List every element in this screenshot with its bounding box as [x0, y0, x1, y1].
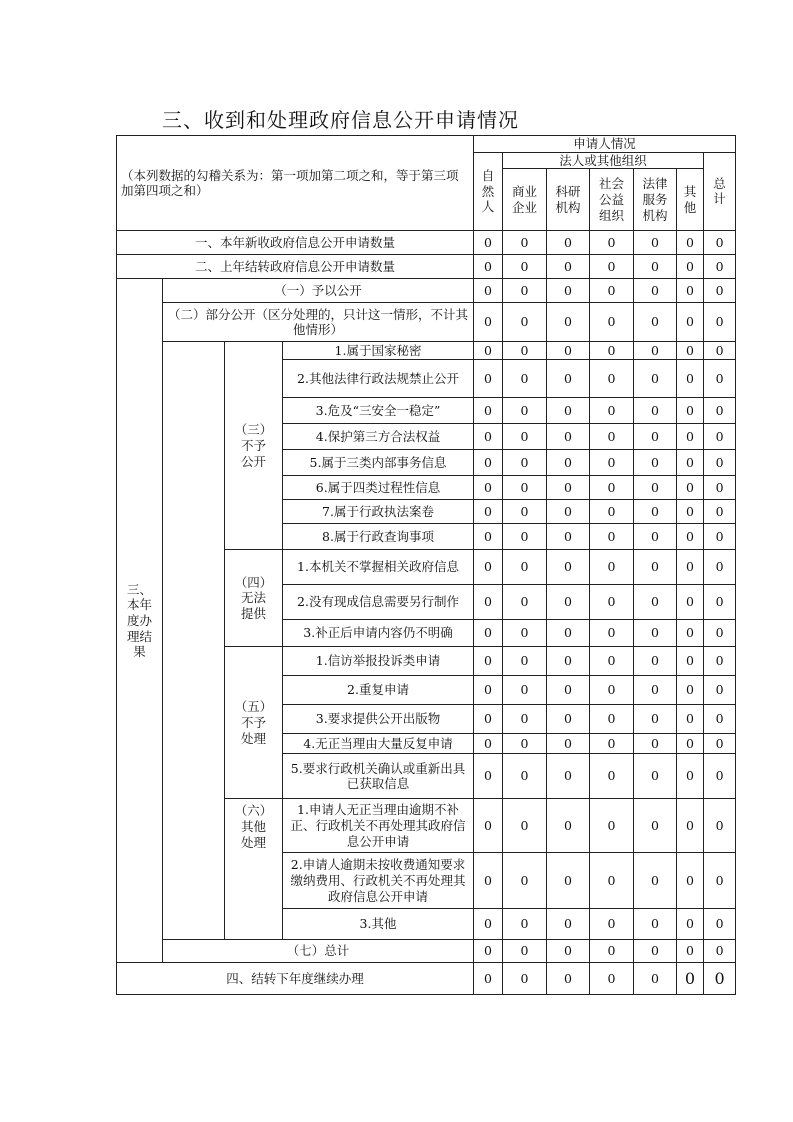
- value-cell: 0: [547, 705, 590, 734]
- value-cell: 0: [677, 963, 704, 995]
- group-3: （三） 不予 公开: [225, 342, 283, 550]
- value-cell: 0: [474, 360, 503, 398]
- value-cell: 0: [634, 963, 677, 995]
- value-cell: 0: [634, 705, 677, 734]
- row-label: （一）予以公开: [163, 279, 474, 303]
- header-natural-person: 自 然 人: [474, 152, 503, 231]
- value-cell: 0: [634, 940, 677, 963]
- value-cell: 0: [590, 940, 634, 963]
- value-cell: 0: [677, 853, 704, 909]
- value-cell: 0: [634, 585, 677, 620]
- value-cell: 0: [474, 398, 503, 424]
- value-cell: 0: [704, 360, 736, 398]
- value-cell: 0: [474, 799, 503, 853]
- value-cell: 0: [503, 424, 547, 450]
- value-cell: 0: [677, 705, 704, 734]
- value-cell: 0: [547, 360, 590, 398]
- value-cell: 0: [590, 424, 634, 450]
- page-title: 三、收到和处理政府信息公开申请情况: [162, 108, 519, 132]
- row-label: 3.其他: [283, 909, 474, 940]
- header-research: 科研 机构: [547, 169, 590, 231]
- value-cell: 0: [474, 705, 503, 734]
- value-cell: 0: [704, 799, 736, 853]
- value-cell: 0: [547, 476, 590, 500]
- value-cell: 0: [590, 524, 634, 550]
- header-social: 社会 公益 组织: [590, 169, 634, 231]
- value-cell: 0: [704, 705, 736, 734]
- value-cell: 0: [590, 676, 634, 705]
- group-result: 三、 本年 度办 理结 果: [117, 279, 163, 963]
- value-cell: 0: [474, 424, 503, 450]
- row-label: 8.属于行政查询事项: [283, 524, 474, 550]
- row-label: 1.属于国家秘密: [283, 342, 474, 360]
- value-cell: 0: [677, 500, 704, 524]
- value-cell: 0: [590, 620, 634, 647]
- value-cell: 0: [590, 963, 634, 995]
- value-cell: 0: [547, 853, 590, 909]
- value-cell: 0: [547, 754, 590, 799]
- value-cell: 0: [547, 398, 590, 424]
- value-cell: 0: [547, 303, 590, 342]
- value-cell: 0: [677, 909, 704, 940]
- value-cell: 0: [634, 734, 677, 754]
- value-cell: 0: [474, 303, 503, 342]
- row-label: （二）部分公开（区分处理的，只计这一情形，不计其他情形）: [163, 303, 474, 342]
- group-6: （六） 其他 处理: [225, 799, 283, 940]
- value-cell: 0: [590, 342, 634, 360]
- value-cell: 0: [590, 360, 634, 398]
- value-cell: 0: [704, 963, 736, 995]
- value-cell: 0: [704, 524, 736, 550]
- value-cell: 0: [704, 940, 736, 963]
- value-cell: 0: [503, 799, 547, 853]
- value-cell: 0: [474, 231, 503, 255]
- value-cell: 0: [590, 754, 634, 799]
- value-cell: 0: [474, 853, 503, 909]
- group-4: （四） 无法 提供: [225, 550, 283, 647]
- value-cell: 0: [677, 647, 704, 676]
- value-cell: 0: [677, 279, 704, 303]
- value-cell: 0: [677, 676, 704, 705]
- value-cell: 0: [503, 705, 547, 734]
- value-cell: 0: [677, 734, 704, 754]
- value-cell: 0: [547, 279, 590, 303]
- value-cell: 0: [547, 799, 590, 853]
- header-other: 其 他: [677, 169, 704, 231]
- value-cell: 0: [474, 279, 503, 303]
- value-cell: 0: [634, 550, 677, 585]
- value-cell: 0: [634, 255, 677, 279]
- value-cell: 0: [474, 647, 503, 676]
- value-cell: 0: [503, 476, 547, 500]
- value-cell: 0: [634, 231, 677, 255]
- value-cell: 0: [704, 909, 736, 940]
- value-cell: 0: [634, 620, 677, 647]
- value-cell: 0: [704, 342, 736, 360]
- value-cell: 0: [474, 585, 503, 620]
- value-cell: 0: [503, 450, 547, 476]
- row-label: 6.属于四类过程性信息: [283, 476, 474, 500]
- value-cell: 0: [547, 647, 590, 676]
- row-label: 3.要求提供公开出版物: [283, 705, 474, 734]
- value-cell: 0: [547, 734, 590, 754]
- value-cell: 0: [704, 585, 736, 620]
- value-cell: 0: [634, 647, 677, 676]
- row-label: 一、本年新收政府信息公开申请数量: [117, 231, 474, 255]
- value-cell: 0: [634, 279, 677, 303]
- value-cell: 0: [503, 342, 547, 360]
- value-cell: 0: [474, 450, 503, 476]
- value-cell: 0: [634, 303, 677, 342]
- value-cell: 0: [547, 585, 590, 620]
- value-cell: 0: [590, 279, 634, 303]
- value-cell: 0: [547, 940, 590, 963]
- value-cell: 0: [677, 255, 704, 279]
- value-cell: 0: [677, 585, 704, 620]
- value-cell: 0: [677, 754, 704, 799]
- value-cell: 0: [474, 620, 503, 647]
- value-cell: 0: [474, 909, 503, 940]
- value-cell: 0: [503, 853, 547, 909]
- value-cell: 0: [677, 524, 704, 550]
- value-cell: 0: [704, 676, 736, 705]
- value-cell: 0: [634, 676, 677, 705]
- header-business: 商业 企业: [503, 169, 547, 231]
- value-cell: 0: [474, 963, 503, 995]
- value-cell: 0: [547, 424, 590, 450]
- row-label: 2.重复申请: [283, 676, 474, 705]
- value-cell: 0: [704, 734, 736, 754]
- value-cell: 0: [704, 853, 736, 909]
- row-label: 四、结转下年度继续办理: [117, 963, 474, 995]
- value-cell: 0: [547, 963, 590, 995]
- header-note: （本列数据的勾稽关系为：第一项加第二项之和，等于第三项加第四项之和）: [117, 136, 474, 231]
- value-cell: 0: [474, 734, 503, 754]
- value-cell: 0: [590, 450, 634, 476]
- value-cell: 0: [590, 231, 634, 255]
- value-cell: 0: [590, 500, 634, 524]
- value-cell: 0: [547, 620, 590, 647]
- value-cell: 0: [677, 620, 704, 647]
- row-label: 1.本机关不掌握相关政府信息: [283, 550, 474, 585]
- value-cell: 0: [704, 279, 736, 303]
- row-label: 3.补正后申请内容仍不明确: [283, 620, 474, 647]
- value-cell: 0: [677, 398, 704, 424]
- value-cell: 0: [634, 424, 677, 450]
- value-cell: 0: [503, 585, 547, 620]
- value-cell: 0: [503, 303, 547, 342]
- value-cell: 0: [503, 550, 547, 585]
- value-cell: 0: [503, 231, 547, 255]
- value-cell: 0: [547, 524, 590, 550]
- value-cell: 0: [547, 342, 590, 360]
- value-cell: 0: [704, 754, 736, 799]
- statistics-table: [116, 135, 736, 995]
- value-cell: 0: [677, 450, 704, 476]
- row-label: 4.无正当理由大量反复申请: [283, 734, 474, 754]
- row-label: 1.信访举报投诉类申请: [283, 647, 474, 676]
- value-cell: 0: [590, 705, 634, 734]
- value-cell: 0: [634, 754, 677, 799]
- row-label: 2.没有现成信息需要另行制作: [283, 585, 474, 620]
- value-cell: 0: [704, 476, 736, 500]
- row-label: 3.危及“三安全一稳定”: [283, 398, 474, 424]
- value-cell: 0: [677, 799, 704, 853]
- value-cell: 0: [503, 279, 547, 303]
- value-cell: 0: [503, 963, 547, 995]
- value-cell: 0: [704, 398, 736, 424]
- value-cell: 0: [503, 647, 547, 676]
- value-cell: 0: [547, 450, 590, 476]
- value-cell: 0: [634, 500, 677, 524]
- value-cell: 0: [634, 524, 677, 550]
- value-cell: 0: [677, 360, 704, 398]
- row-label: 1.申请人无正当理由逾期不补正、行政机关不再处理其政府信息公开申请: [283, 799, 474, 853]
- value-cell: 0: [503, 620, 547, 647]
- value-cell: 0: [474, 754, 503, 799]
- value-cell: 0: [503, 360, 547, 398]
- spacer-cell: [163, 342, 225, 940]
- value-cell: 0: [677, 303, 704, 342]
- row-label: 2.其他法律行政法规禁止公开: [283, 360, 474, 398]
- value-cell: 0: [503, 676, 547, 705]
- value-cell: 0: [704, 255, 736, 279]
- value-cell: 0: [547, 550, 590, 585]
- value-cell: 0: [474, 940, 503, 963]
- value-cell: 0: [677, 424, 704, 450]
- value-cell: 0: [677, 940, 704, 963]
- value-cell: 0: [503, 500, 547, 524]
- value-cell: 0: [634, 909, 677, 940]
- value-cell: 0: [704, 424, 736, 450]
- value-cell: 0: [474, 500, 503, 524]
- value-cell: 0: [590, 799, 634, 853]
- value-cell: 0: [547, 500, 590, 524]
- value-cell: 0: [677, 550, 704, 585]
- row-label: 4.保护第三方合法权益: [283, 424, 474, 450]
- value-cell: 0: [590, 476, 634, 500]
- value-cell: 0: [474, 342, 503, 360]
- value-cell: 0: [590, 647, 634, 676]
- value-cell: 0: [474, 676, 503, 705]
- value-cell: 0: [634, 799, 677, 853]
- value-cell: 0: [474, 524, 503, 550]
- row-label: 2.申请人逾期未按收费通知要求缴纳费用、行政机关不再处理其政府信息公开申请: [283, 853, 474, 909]
- row-label: 5.属于三类内部事务信息: [283, 450, 474, 476]
- row-label: （七）总计: [163, 940, 474, 963]
- value-cell: 0: [677, 342, 704, 360]
- value-cell: 0: [503, 524, 547, 550]
- value-cell: 0: [474, 550, 503, 585]
- value-cell: 0: [590, 909, 634, 940]
- row-label: 7.属于行政执法案卷: [283, 500, 474, 524]
- value-cell: 0: [677, 231, 704, 255]
- header-applicant: 申请人情况: [474, 136, 736, 153]
- header-total: 总 计: [704, 152, 736, 231]
- value-cell: 0: [503, 754, 547, 799]
- value-cell: 0: [503, 734, 547, 754]
- value-cell: 0: [704, 500, 736, 524]
- header-legal-group: 法人或其他组织: [503, 152, 704, 169]
- value-cell: 0: [704, 550, 736, 585]
- value-cell: 0: [704, 450, 736, 476]
- value-cell: 0: [634, 853, 677, 909]
- row-label: 5.要求行政机关确认或重新出具已获取信息: [283, 754, 474, 799]
- value-cell: 0: [704, 647, 736, 676]
- value-cell: 0: [677, 476, 704, 500]
- value-cell: 0: [634, 360, 677, 398]
- value-cell: 0: [547, 255, 590, 279]
- value-cell: 0: [634, 342, 677, 360]
- value-cell: 0: [590, 398, 634, 424]
- value-cell: 0: [474, 476, 503, 500]
- header-legal-service: 法律 服务 机构: [634, 169, 677, 231]
- value-cell: 0: [590, 853, 634, 909]
- value-cell: 0: [590, 585, 634, 620]
- value-cell: 0: [704, 231, 736, 255]
- value-cell: 0: [547, 909, 590, 940]
- value-cell: 0: [503, 398, 547, 424]
- group-5: （五） 不予 处理: [225, 647, 283, 799]
- value-cell: 0: [634, 476, 677, 500]
- value-cell: 0: [590, 550, 634, 585]
- value-cell: 0: [474, 255, 503, 279]
- value-cell: 0: [590, 734, 634, 754]
- value-cell: 0: [503, 909, 547, 940]
- row-label: 二、上年结转政府信息公开申请数量: [117, 255, 474, 279]
- value-cell: 0: [704, 303, 736, 342]
- value-cell: 0: [503, 940, 547, 963]
- value-cell: 0: [547, 231, 590, 255]
- value-cell: 0: [503, 255, 547, 279]
- value-cell: 0: [547, 676, 590, 705]
- value-cell: 0: [590, 303, 634, 342]
- value-cell: 0: [704, 620, 736, 647]
- value-cell: 0: [590, 255, 634, 279]
- value-cell: 0: [634, 450, 677, 476]
- value-cell: 0: [634, 398, 677, 424]
